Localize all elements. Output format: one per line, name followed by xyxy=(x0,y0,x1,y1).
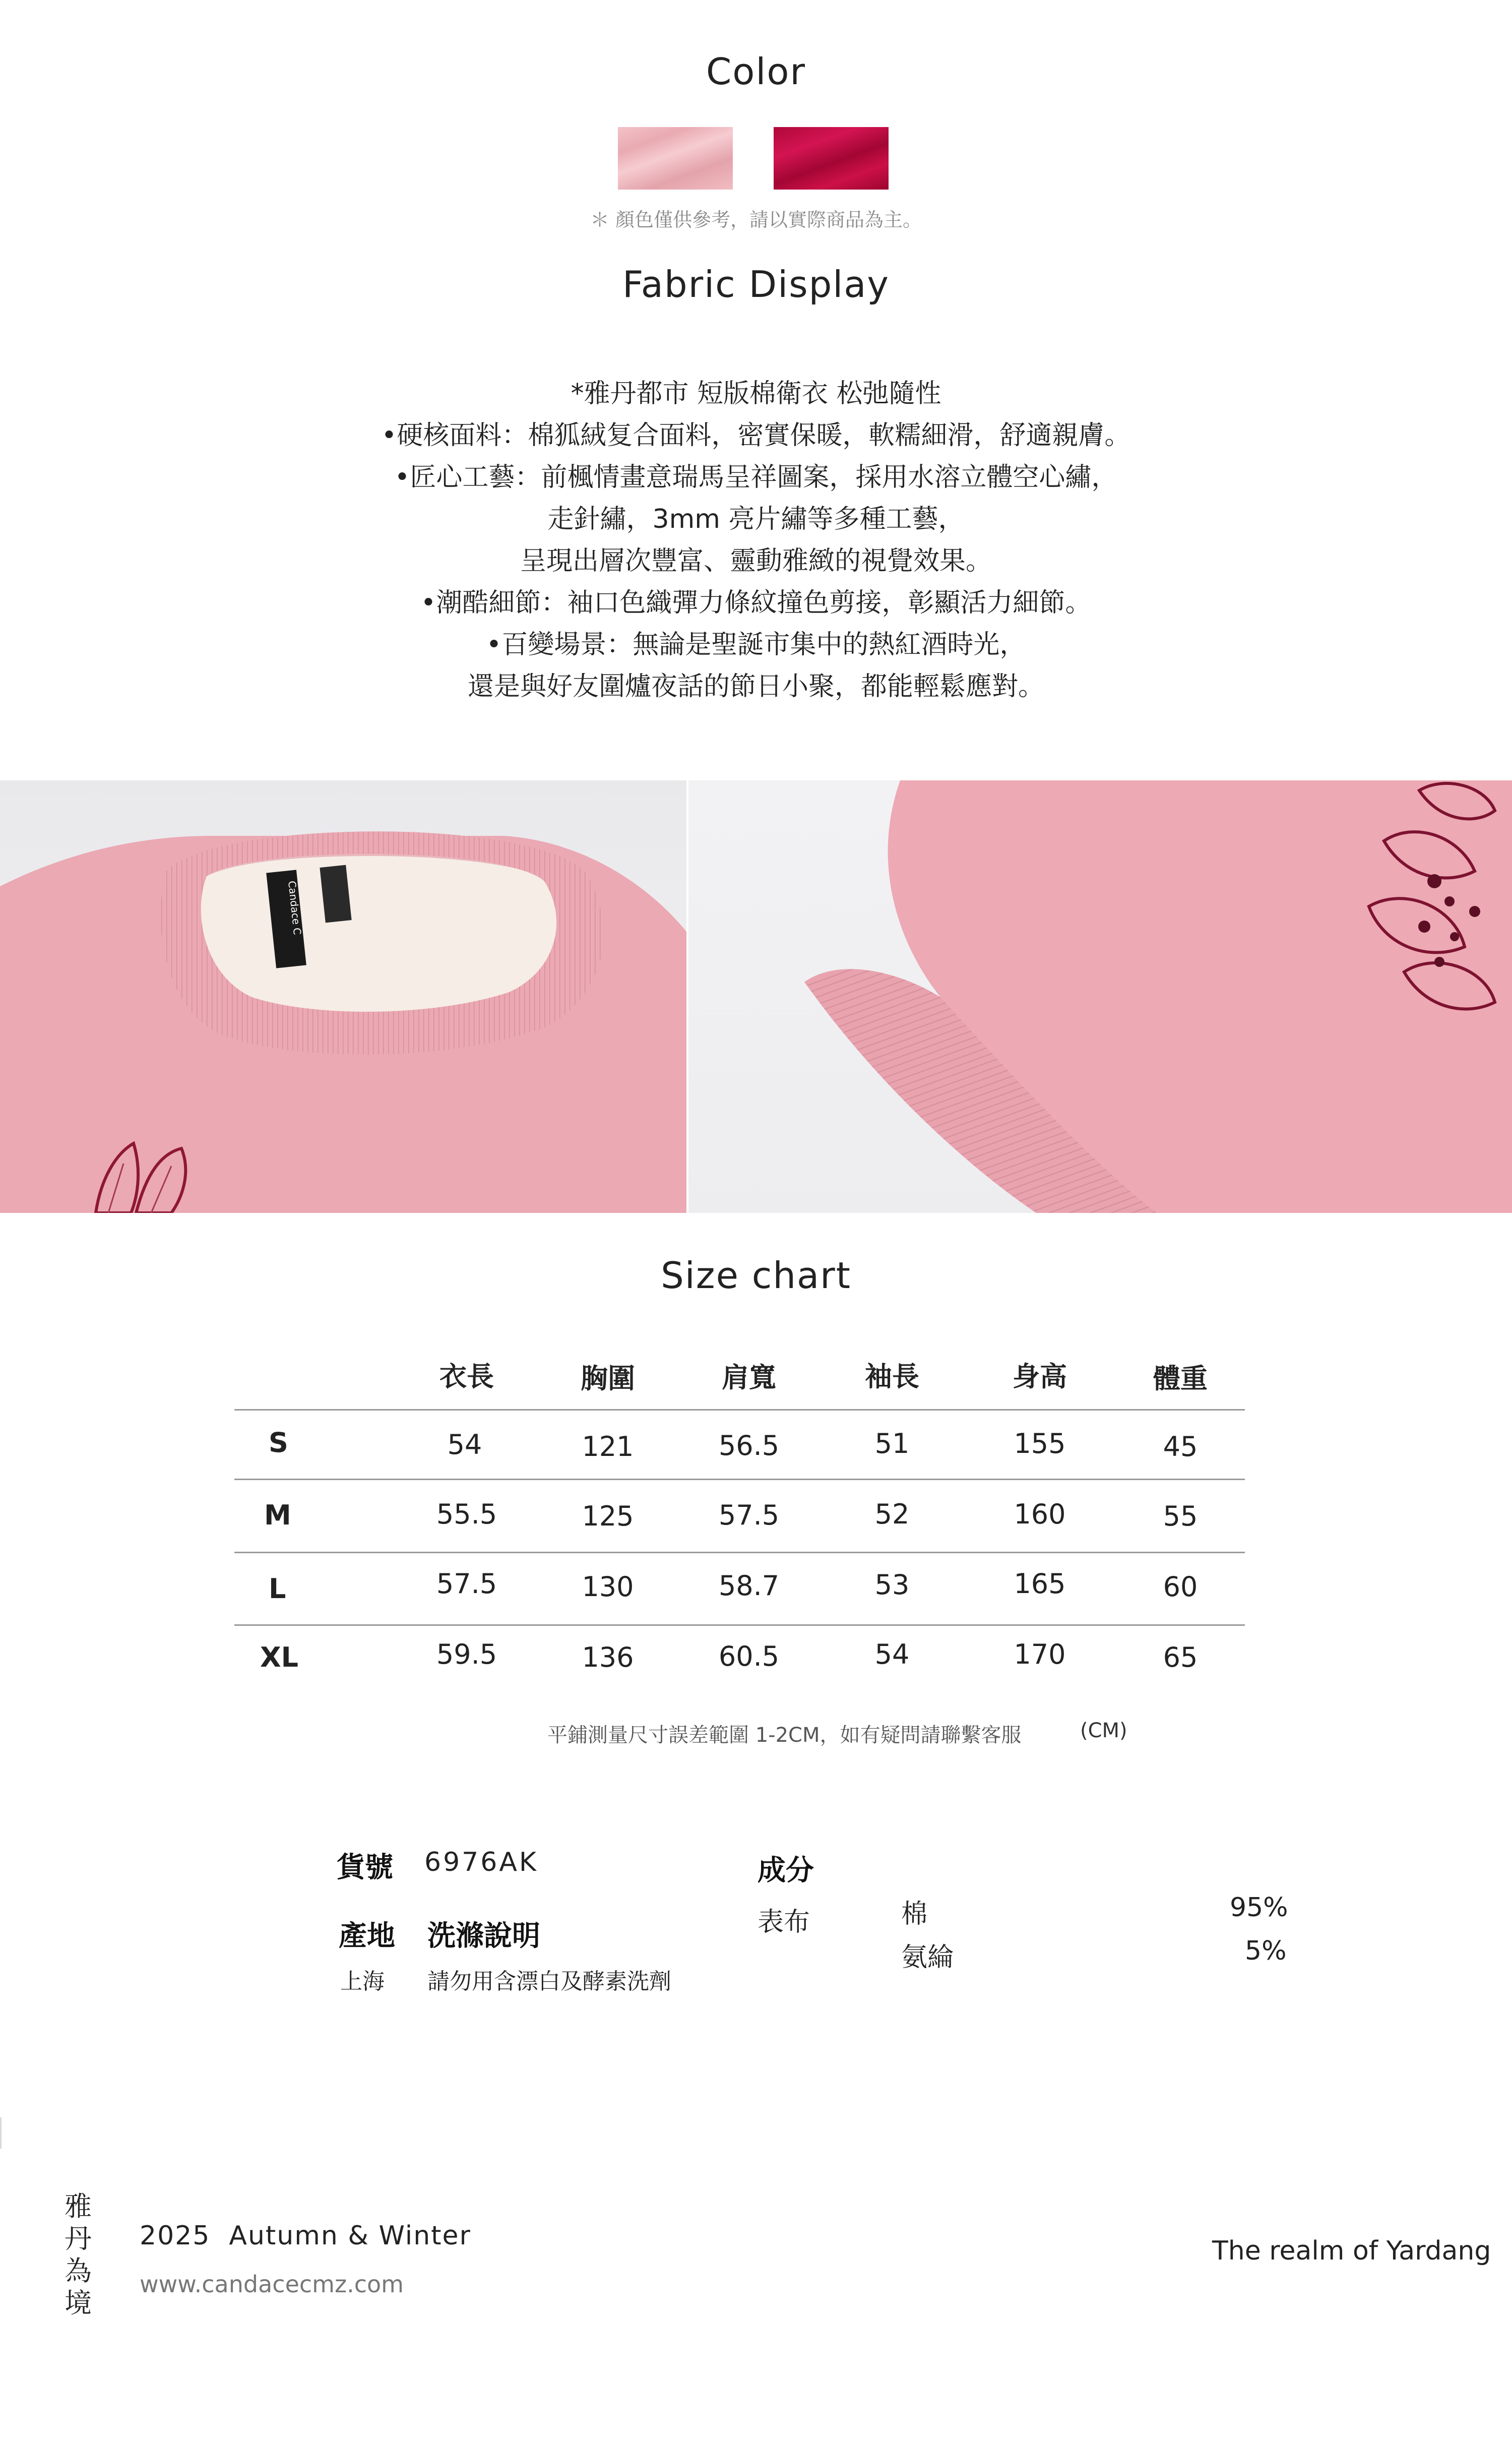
table-cell: 55.5 xyxy=(436,1498,497,1530)
table-cell: 52 xyxy=(874,1498,910,1530)
table-cell: 58.7 xyxy=(718,1570,780,1602)
description-line: •匠心工藝：前楓情畫意瑞馬呈祥圖案，採用水溶立體空心繡， xyxy=(394,462,1118,493)
description-line: •潮酷細節：袖口色織彈力條紋撞色剪接，彰顯活力細節。 xyxy=(420,588,1092,618)
description-line: *雅丹都市 短版棉衛衣 松弛隨性 xyxy=(571,379,941,409)
table-cell: 56.5 xyxy=(718,1430,780,1461)
table-cell: 125 xyxy=(582,1500,634,1532)
table-cell: 53 xyxy=(874,1569,910,1601)
material-percent: 95% xyxy=(1230,1893,1288,1923)
shell-label: 表布 xyxy=(758,1907,810,1937)
table-cell: 57.5 xyxy=(718,1499,780,1531)
size-unit: (CM) xyxy=(1080,1719,1127,1742)
size-label: S xyxy=(269,1427,288,1458)
table-cell: 130 xyxy=(582,1571,634,1603)
edge-mark xyxy=(0,2117,2,2149)
brand-label-text: Candace C xyxy=(286,880,304,936)
col-header: 體重 xyxy=(1153,1363,1208,1394)
cuff-illustration xyxy=(688,780,1512,1213)
size-note: 平鋪測量尺寸誤差範圍 1-2CM，如有疑問請聯繫客服 xyxy=(547,1724,1022,1747)
table-divider xyxy=(234,1624,1245,1626)
brand-char: 境 xyxy=(65,2287,92,2319)
table-divider xyxy=(234,1552,1245,1553)
table-cell: 54 xyxy=(447,1429,482,1460)
table-divider xyxy=(234,1479,1245,1480)
composition-label: 成分 xyxy=(758,1854,814,1887)
brand-char: 丹 xyxy=(65,2223,92,2254)
description-line: 走針繡，3mm 亮片繡等多種工藝， xyxy=(547,504,965,534)
collar-illustration xyxy=(0,780,686,1213)
fabric-description xyxy=(0,373,1512,708)
table-cell: 60.5 xyxy=(718,1640,780,1672)
material-name: 棉 xyxy=(901,1899,928,1929)
collar-detail-photo xyxy=(0,780,686,1213)
size-label: L xyxy=(269,1573,286,1605)
size-label: XL xyxy=(260,1641,299,1673)
table-divider xyxy=(234,1409,1245,1411)
swatch-crimson[interactable] xyxy=(774,127,889,190)
origin-value: 上海 xyxy=(340,1969,385,1994)
tagline: The realm of Yardang xyxy=(1212,2236,1491,2266)
table-cell: 155 xyxy=(1014,1428,1066,1459)
table-cell: 51 xyxy=(874,1428,910,1459)
swatch-pink[interactable] xyxy=(618,127,733,190)
season-text: 2025 Autumn & Winter xyxy=(140,2221,471,2251)
brand-vertical-text xyxy=(65,2190,95,2320)
table-cell: 65 xyxy=(1163,1641,1198,1673)
col-header: 身高 xyxy=(1013,1361,1067,1392)
wash-value: 請勿用含漂白及酵素洗劑 xyxy=(427,1969,671,1994)
website-link[interactable]: www.candacecmz.com xyxy=(140,2271,404,2298)
cuff-detail-photo xyxy=(688,780,1512,1213)
color-title: Color xyxy=(706,50,806,93)
brand-char: 雅 xyxy=(65,2190,92,2222)
table-cell: 59.5 xyxy=(436,1638,497,1670)
color-note: ＊ 顏色僅供參考，請以實際商品為主。 xyxy=(590,209,922,231)
fabric-title: Fabric Display xyxy=(622,263,890,306)
col-header: 袖長 xyxy=(865,1361,919,1392)
col-header: 肩寬 xyxy=(722,1362,776,1393)
size-chart-title: Size chart xyxy=(661,1254,851,1297)
item-no-value: 6976AK xyxy=(424,1847,539,1877)
size-label: M xyxy=(264,1499,291,1531)
brand-char: 為 xyxy=(65,2255,92,2287)
description-line: •百變場景：無論是聖誕市集中的熱紅酒時光， xyxy=(486,630,1026,660)
description-line: 呈現出層次豐富、靈動雅緻的視覺效果。 xyxy=(520,546,992,576)
table-cell: 54 xyxy=(874,1638,910,1670)
description-line: 還是與好友圍爐夜話的節日小聚，都能輕鬆應對。 xyxy=(467,672,1044,702)
table-cell: 136 xyxy=(582,1641,634,1673)
origin-label: 產地 xyxy=(339,1920,395,1952)
table-cell: 170 xyxy=(1014,1638,1066,1670)
table-cell: 55 xyxy=(1163,1500,1198,1532)
table-cell: 121 xyxy=(582,1431,634,1462)
description-line: •硬核面料：棉狐絨复合面料，密實保暖，軟糯細滑，舒適親膚。 xyxy=(381,420,1131,451)
material-percent: 5% xyxy=(1245,1936,1287,1966)
wash-label: 洗滌說明 xyxy=(427,1920,540,1952)
table-cell: 57.5 xyxy=(436,1568,497,1600)
col-header: 胸圍 xyxy=(581,1363,635,1394)
item-no-label: 貨號 xyxy=(337,1851,393,1884)
table-cell: 160 xyxy=(1014,1498,1066,1530)
material-name: 氨綸 xyxy=(901,1942,954,1973)
col-header: 衣長 xyxy=(439,1361,494,1392)
table-cell: 165 xyxy=(1014,1568,1066,1600)
table-cell: 60 xyxy=(1163,1571,1198,1603)
table-cell: 45 xyxy=(1163,1431,1198,1462)
